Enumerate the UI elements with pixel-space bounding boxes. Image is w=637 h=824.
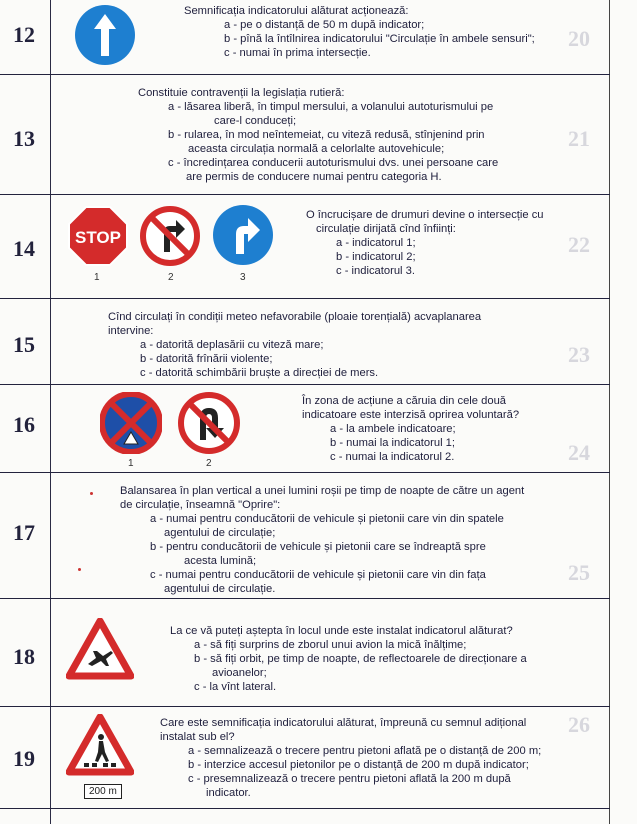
red-speck [78,568,81,571]
question-number: 18 [13,644,35,669]
question-row-18 [0,598,610,707]
answer-c-cont: are permis de conducere numai pentru categoria H. [186,171,442,183]
stop-sign-text: STOP [75,228,121,247]
question-number: 19 [13,746,35,771]
answer-c: c - numai pentru conducătorii de vehicule și pietonii care vin din fața [150,569,486,581]
answer-a: a - datorită deplasării cu viteză mare; [140,339,324,351]
ghost-number: 25 [568,560,590,585]
answer-b-cont: aceasta circulația normală a celorlalte autovehicule; [188,143,445,155]
question-stem-cont: intervine: [108,325,154,337]
answer-b: b - indicatorul 2; [336,251,416,263]
answer-c: c - datorită schimbării bruște a direcției de mers. [140,367,379,379]
answer-a-cont: agentului de circulație; [164,527,276,539]
answer-b: b - rularea, în mod neîntemeiat, cu viteză redusă, stînjenind prin [168,129,485,141]
no-right-turn-icon [140,206,200,266]
answer-b: b - pînă la întîlnirea indicatorului "Circulație în ambele sensuri"; [224,33,535,45]
no-stopping-icon [100,392,162,454]
distance-plate: 200 m [84,784,122,799]
question-row-19 [0,706,610,809]
stop-icon [68,206,128,266]
answer-a: a - semnalizează o trecere pentru pietoni aflată pe o distanță de 200 m; [188,745,542,757]
question-text [160,716,541,800]
ghost-number: 24 [568,440,590,465]
sign-label: 1 [94,272,100,283]
question-number: 17 [13,520,35,545]
pedestrian-crossing-warning-icon [66,714,134,776]
question-stem: Semnificația indicatorului alăturat acționează: [184,5,409,17]
answer-c: c - încredințarea conducerii autoturismului dvs. unei persoane care [168,157,499,169]
answer-c-cont: agentului de circulație. [164,583,276,595]
question-row-12 [0,0,610,75]
answer-a: a - pe o distanță de 50 m după indicator; [224,19,425,31]
no-u-turn-icon [178,392,240,454]
question-number: 15 [13,332,35,357]
question-stem: La ce vă puteți aștepta în locul unde este instalat indicatorul alăturat? [170,625,513,637]
ghost-number: 23 [568,342,590,367]
question-text [306,208,544,278]
question-stem: Constituie contravenții la legislația rutieră: [138,87,345,99]
answer-a: a - lăsarea liberă, în timpul mersului, a volanului autoturismului pe [168,101,494,113]
sign-label: 3 [240,272,246,283]
question-row-17 [0,472,610,599]
airplane-warning-icon [66,618,134,680]
question-number: 16 [13,412,35,437]
question-number: 12 [13,22,35,47]
answer-b: b - numai la indicatorul 1; [330,437,455,449]
red-speck [90,492,93,495]
question-stem: Care este semnificația indicatorului alăturat, împreună cu semnul adițional [160,717,527,729]
question-number: 14 [13,236,35,261]
answer-b: b - pentru conducătorii de vehicule și pietonii care se îndreaptă spre [150,541,486,553]
question-text [138,86,498,184]
question-stem: O încrucișare de drumuri devine o intersecție cu [306,209,544,221]
question-text [302,394,519,464]
question-number: 13 [13,126,35,151]
answer-a: a - numai pentru conducătorii de vehicule și pietonii care vin din spatele [150,513,504,525]
ghost-number: 22 [568,232,590,257]
question-row-13 [0,74,610,195]
answer-a: a - indicatorul 1; [336,237,416,249]
question-stem-cont: indicatoare este interzisă oprirea voluntară? [302,409,520,421]
question-stem-cont: circulație dirijată cînd înființi: [316,223,456,235]
straight-arrow-icon [74,4,136,66]
sign-label: 2 [168,272,174,283]
answer-b-cont: acesta lumină; [184,555,257,567]
answer-b-cont: avioanelor; [212,667,267,679]
answer-b: b - interzice accesul pietonilor pe o distanță de 200 m după indicator; [188,759,529,771]
answer-b: b - să fiți orbit, pe timp de noapte, de reflectoarele de direcționare a [194,653,527,665]
answer-c: c - numai în prima intersecție. [224,47,371,59]
question-stem: Balansarea în plan vertical a unei lumini roșii pe timp de noapte de către un agent [120,485,525,497]
answer-c: c - indicatorul 3. [336,265,415,277]
question-text [120,484,524,596]
ghost-number: 26 [568,712,590,737]
answer-c: c - la vînt lateral. [194,681,277,693]
sign-label: 2 [206,458,212,469]
answer-a: a - la ambele indicatoare; [330,423,456,435]
question-row-15 [0,298,610,385]
question-stem: Cînd circulați în condiții meteo nefavorabile (ploaie torențială) acvaplanarea [108,311,482,323]
answer-b: b - datorită frînării violente; [140,353,273,365]
question-row-14 [0,194,610,299]
question-text [176,4,535,60]
ghost-number: 21 [568,126,590,151]
sign-label: 1 [128,458,134,469]
question-stem-cont: de circulație, înseamnă "Oprire": [120,499,281,511]
question-stem: În zona de acțiune a căruia din cele două [302,395,507,407]
question-text [108,310,481,380]
ghost-number: 20 [568,26,590,51]
answer-a-cont: care-l conduceți; [214,115,297,127]
question-row-16 [0,384,610,473]
turn-right-icon [212,204,274,266]
answer-a: a - să fiți surprins de zborul unui avion la mică înălțime; [194,639,467,651]
answer-c-cont: indicator. [206,787,251,799]
answer-c: c - numai la indicatorul 2. [330,451,455,463]
question-stem-cont: instalat sub el? [160,731,235,743]
answer-c: c - presemnalizează o trecere pentru pietoni aflată la 200 m după [188,773,511,785]
question-text [170,624,527,694]
